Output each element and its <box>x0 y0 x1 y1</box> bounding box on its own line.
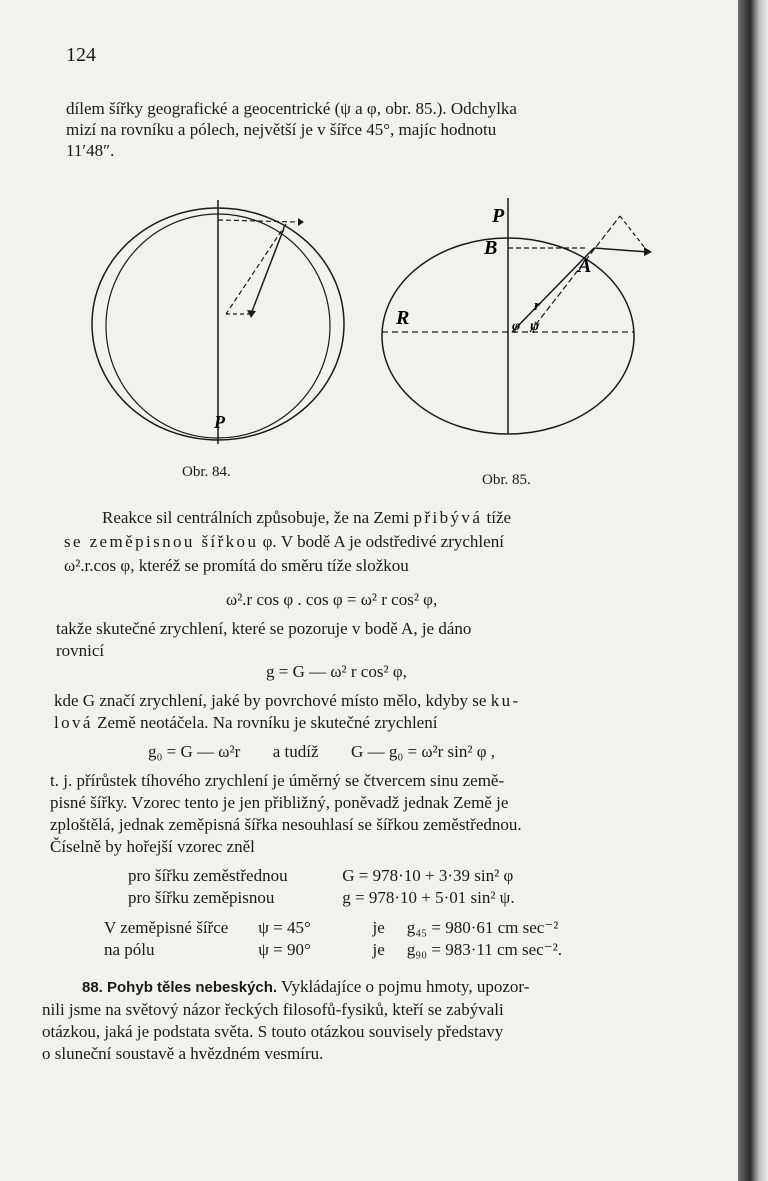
actual-paragraph <box>56 618 716 662</box>
fig84-solid-diag <box>251 228 284 314</box>
value-row-1-label: V zeměpisné šířce <box>104 918 229 937</box>
reaction-text: φ. V bodě A je odstředivé zrychlení <box>262 532 504 551</box>
conclusion-line: pisné šířky. Vzorec tento je jen přibližný, poněvadž jednak Země je <box>50 793 509 812</box>
conclusion-line: Číselně by hořejší vzorec zněl <box>50 837 255 856</box>
value-row-2 <box>104 940 562 960</box>
reaction-text: tíže <box>486 508 512 527</box>
fig85-caption: Obr. 85. <box>482 472 531 488</box>
intro-line: 11′48″. <box>66 141 115 160</box>
value-row-2-je: je <box>372 940 385 959</box>
fig85-dash-comp <box>620 216 648 252</box>
formula-row-1-eq: G = 978·10 + 3·39 sin² φ <box>342 866 514 885</box>
intro-paragraph <box>66 98 706 161</box>
fig85-label-p: P <box>492 205 505 227</box>
actual-line: takže skutečné zrychlení, které se pozoruje v bodě A, je dáno <box>56 619 472 638</box>
fig85-label-psi: ψ <box>530 319 540 334</box>
formula-row-2-eq: g = 978·10 + 5·01 sin² ψ. <box>342 888 515 907</box>
where-emph: lová <box>54 713 93 732</box>
value-row-1-je: je <box>372 918 385 937</box>
intro-line: dílem šířky geografické a geocentrické (ψ a φ, obr. 85.). Odchylka <box>66 99 517 118</box>
formula-row-2 <box>128 888 515 908</box>
where-paragraph <box>54 690 718 734</box>
reaction-text: ω².r.cos φ, kteréž se promítá do směru tíže složkou <box>64 556 409 575</box>
value-row-2-val: g₉₀ = 983·11 cm sec⁻². <box>406 940 563 959</box>
equation-2: g = G — ω² r cos² φ, <box>266 662 407 681</box>
value-row-2-cond: ψ = 90° <box>258 940 311 959</box>
equation-1: ω².r cos φ . cos φ = ω² r cos² φ, <box>226 590 438 609</box>
fig85-label-b: B <box>484 237 498 259</box>
section-88-paragraph <box>42 976 722 1065</box>
reaction-emph: se zeměpisnou šířkou <box>64 532 259 551</box>
section-88-line: nili jsme na světový názor řeckých filosofů-fysiků, kteří se zabývali <box>42 1000 504 1019</box>
reaction-emph: přibývá <box>413 508 483 527</box>
formula-row-1 <box>128 866 513 886</box>
value-row-1-val: g₄₅ = 980·61 cm sec⁻² <box>406 918 559 937</box>
actual-line: rovnicí <box>56 641 105 660</box>
figure-84 <box>86 196 356 446</box>
reaction-text: Reakce sil centrálních způsobuje, že na Zemi <box>102 508 410 527</box>
fig84-label-p: P <box>214 412 225 432</box>
value-row-2-label: na pólu <box>104 940 155 959</box>
fig85-label-r: R <box>396 307 410 329</box>
equation-3-right: G — g₀ = ω²r sin² φ , <box>351 742 496 761</box>
section-88-text: Vykládajíce o pojmu hmoty, upozor- <box>281 977 530 996</box>
conclusion-line: zploštělá, jednak zeměpisná šířka nesouhlasí se šířkou zeměstřednou. <box>50 815 522 834</box>
fig85-arrow-out <box>594 248 648 252</box>
page-edge-shadow <box>738 0 768 1181</box>
figure-85 <box>372 190 672 450</box>
fig84-caption: Obr. 84. <box>182 464 231 480</box>
intro-line: mizí na rovníku a pólech, největší je v šířce 45°, majíc hodnotu <box>66 120 497 139</box>
formula-row-1-label: pro šířku zeměstřednou <box>128 866 288 885</box>
fig85-label-a: A <box>578 255 592 277</box>
where-emph: ku- <box>490 691 521 710</box>
conclusion-line: t. j. přírůstek tíhového zrychlení je úměrný se čtvercem sinu země- <box>50 771 505 790</box>
formula-row-2-label: pro šířku zeměpisnou <box>128 888 275 907</box>
section-88-heading: 88. Pohyb těles nebeských. <box>82 979 278 996</box>
reaction-paragraph <box>64 506 714 578</box>
equation-3 <box>148 742 495 762</box>
where-text: Země neotáčela. Na rovníku je skutečné zrychlení <box>97 713 438 732</box>
section-88-line: o sluneční soustavě a hvězdném vesmíru. <box>42 1044 324 1063</box>
equation-3-left: g₀ = G — ω²r <box>148 742 241 761</box>
fig84-arrow-h <box>298 218 304 226</box>
value-row-1 <box>104 918 558 938</box>
fig85-label-r-small: r <box>534 298 540 314</box>
equation-3-mid: a tudíž <box>272 742 319 761</box>
page-number: 124 <box>66 44 96 66</box>
value-row-1-cond: ψ = 45° <box>258 918 311 937</box>
fig85-label-phi: φ <box>512 319 521 334</box>
section-88-line: otázkou, jaká je podstata světa. S touto otázkou souvisely představy <box>42 1022 504 1041</box>
conclusion-paragraph <box>50 770 720 858</box>
where-text: kde G značí zrychlení, jaké by povrchové místo mělo, kdyby se <box>54 691 487 710</box>
